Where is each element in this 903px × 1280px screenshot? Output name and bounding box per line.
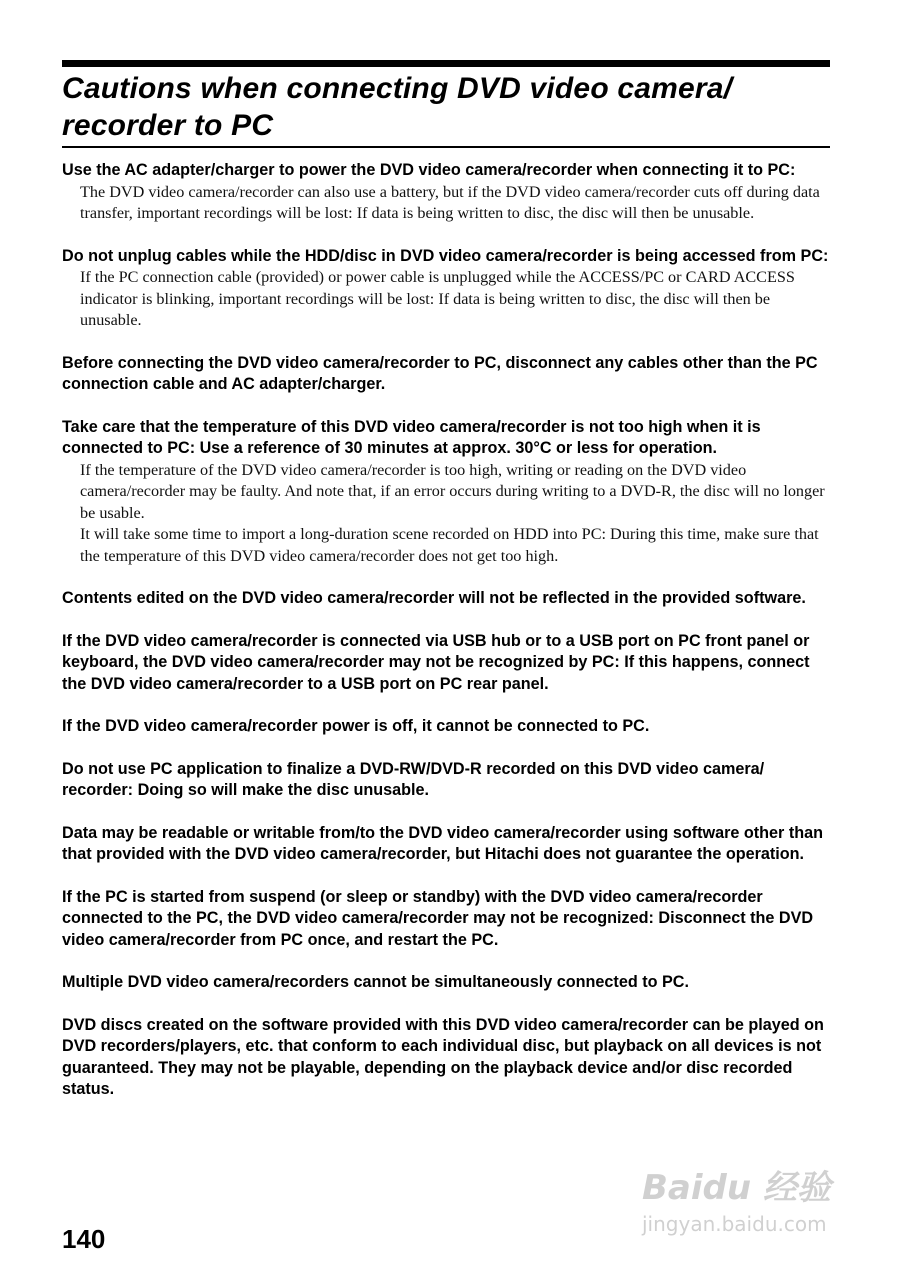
caution-item	[62, 887, 832, 952]
cautions-list	[62, 160, 832, 1122]
watermark	[640, 1160, 870, 1250]
caution-heading: Before connecting the DVD video camera/recorder to PC, disconnect any cables other than the PC connection cable and AC adapter/charger.	[62, 353, 818, 393]
caution-item	[62, 1015, 832, 1101]
caution-body: If the temperature of the DVD video camera/recorder is too high, writing or reading on the DVD video camera/recorder may be faulty. And note that, if an error occurs during writing to a DVD-R, the disc will no longer be usable.	[80, 460, 825, 522]
caution-item	[62, 823, 832, 866]
caution-heading: Use the AC adapter/charger to power the DVD video camera/recorder when connecting it to PC:	[62, 161, 796, 179]
watermark-logo: Baidu 经验	[642, 1168, 831, 1208]
caution-heading: Do not use PC application to finalize a DVD-RW/DVD-R recorded on this DVD video camera/ recorder: Doing so will make the disc unusable.	[62, 759, 765, 799]
caution-item	[62, 716, 832, 738]
caution-body: If the PC connection cable (provided) or power cable is unplugged while the ACCESS/PC or CARD ACCESS indicator is blinking, important recordings will be lost: If data is being written to disc, the disc will then be unusable.	[80, 268, 795, 329]
top-rule	[62, 60, 830, 67]
caution-heading: Contents edited on the DVD video camera/recorder will not be reflected in the provided software.	[62, 589, 806, 607]
caution-heading: Data may be readable or writable from/to the DVD video camera/recorder using software other than that provided with the DVD video camera/recorder, but Hitachi does not guarantee the operation.	[62, 823, 824, 863]
caution-body: The DVD video camera/recorder can also use a battery, but if the DVD video camera/recorder cuts off during data transfer, important recordings will be lost: If data is being written to disc, the disc will then be unusable.	[80, 182, 820, 222]
watermark-url: jingyan.baidu.com	[642, 1212, 827, 1236]
title-underline	[62, 146, 830, 148]
caution-item	[62, 588, 832, 610]
caution-item	[62, 972, 832, 994]
caution-heading: If the PC is started from suspend (or sleep or standby) with the DVD video camera/recorder connected to the PC, the DVD video camera/recorder may not be recognized: Disconnect the DVD video camera/recorder from PC once, and restart the PC.	[62, 887, 814, 949]
caution-heading: Do not unplug cables while the HDD/disc in DVD video camera/recorder is being accessed from PC:	[62, 246, 829, 265]
caution-heading: If the DVD video camera/recorder is connected via USB hub or to a USB port on PC front panel or keyboard, the DVD video camera/recorder may not be recognized by PC: If this happens, connect the DVD video camera/recorder to a USB port on PC rear panel.	[62, 631, 810, 693]
caution-heading: If the DVD video camera/recorder power is off, it cannot be connected to PC.	[62, 717, 650, 735]
caution-item	[62, 246, 832, 332]
caution-item	[62, 353, 832, 396]
caution-heading: Take care that the temperature of this DVD video camera/recorder is not too high when it is connected to PC: Use a reference of 30 minutes at approx. 30°C or less for operation.	[62, 417, 761, 457]
caution-item	[62, 759, 832, 802]
page-number: 140	[62, 1224, 106, 1254]
caution-item	[62, 631, 832, 696]
caution-heading: Multiple DVD video camera/recorders cannot be simultaneously connected to PC.	[62, 973, 689, 991]
page-title: Cautions when connecting DVD video camera/ recorder to PC	[62, 72, 733, 142]
caution-item	[62, 417, 832, 568]
caution-body: It will take some time to import a long-duration scene recorded on HDD into PC: During this time, make sure that the temperature of this DVD video camera/recorder does not get too high.	[80, 525, 819, 565]
caution-item	[62, 160, 832, 225]
caution-heading: DVD discs created on the software provided with this DVD video camera/recorder can be played on DVD recorders/players, etc. that conform to each individual disc, but playback on all devices is not guaranteed. They may not be playable, depending on the playback device and/or disc recorded status.	[62, 1015, 824, 1098]
